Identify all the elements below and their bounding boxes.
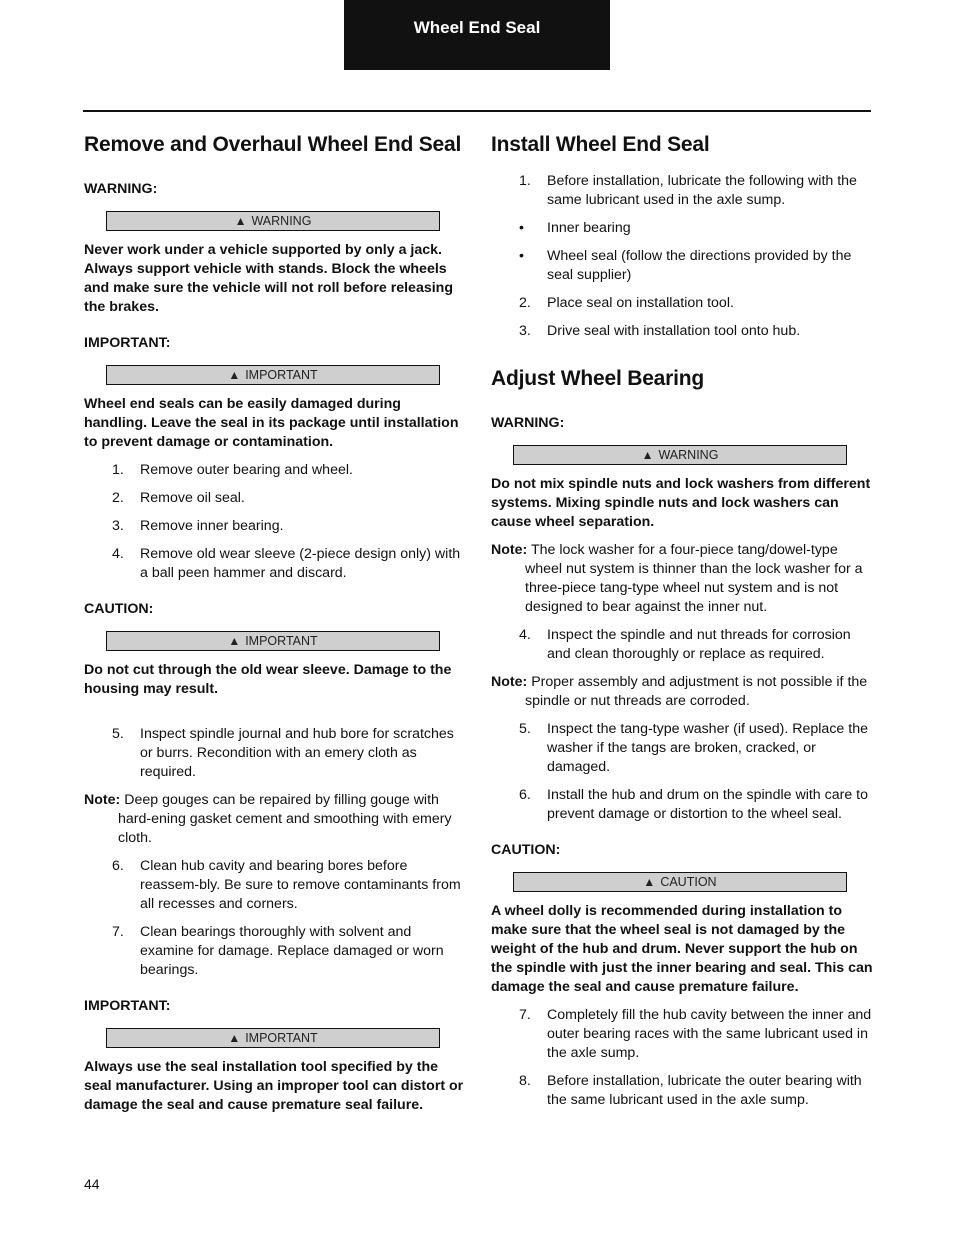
list-item	[491, 322, 873, 341]
adjust-heading: Adjust Wheel Bearing	[491, 367, 705, 390]
caution-box-text: IMPORTANT	[245, 634, 318, 648]
warning-triangle-icon: ▲	[228, 1031, 241, 1045]
warning-box	[513, 445, 847, 465]
step-text: Remove old wear sleeve (2-piece design only) with a ball peen hammer and discard.	[140, 546, 461, 581]
bullet: •	[519, 220, 524, 236]
page-number: 44	[84, 1176, 100, 1192]
step-number: 6.	[519, 787, 531, 803]
left-column	[84, 132, 466, 1124]
list-item	[491, 294, 873, 313]
step-number: 1.	[519, 173, 531, 189]
warning-text: Do not mix spindle nuts and lock washers from different systems. Mixing spindle nuts and lock washers can cause wheel separation.	[491, 476, 871, 530]
list-item	[491, 720, 873, 777]
warning-triangle-icon: ▲	[643, 875, 656, 889]
warning-label: WARNING:	[84, 181, 158, 197]
note	[491, 673, 873, 711]
step-number: 7.	[112, 924, 124, 940]
step-text: Wheel seal (follow the directions provided by the seal supplier)	[547, 248, 852, 283]
list-item	[491, 1006, 873, 1063]
note-text: Proper assembly and adjustment is not possible if the spindle or nut threads are corroded.	[525, 674, 868, 709]
warning-triangle-icon: ▲	[641, 448, 654, 462]
step-text: Remove oil seal.	[140, 490, 245, 506]
list-item	[84, 725, 466, 782]
step-text: Clean bearings thoroughly with solvent and examine for damage. Replace damaged or worn bearings.	[140, 924, 444, 978]
important-label: IMPORTANT:	[84, 335, 171, 351]
warning-triangle-icon: ▲	[228, 634, 241, 648]
step-text: Place seal on installation tool.	[547, 295, 734, 311]
note	[491, 541, 873, 617]
step-number: 7.	[519, 1007, 531, 1023]
note-label: Note:	[491, 542, 528, 558]
list-item	[491, 172, 873, 210]
important-text: Wheel end seals can be easily damaged during handling. Leave the seal in its package until installation to prevent damage or contamination.	[84, 396, 459, 450]
step-text: Remove outer bearing and wheel.	[140, 462, 353, 478]
important-box-text: IMPORTANT	[245, 368, 318, 382]
warning-label: WARNING:	[491, 415, 565, 431]
remove-overhaul-heading: Remove and Overhaul Wheel End Seal	[84, 133, 462, 156]
note-text: The lock washer for a four-piece tang/dowel-type wheel nut system is thinner than the lock washer for a three-piece tang-type wheel nut system and is not designed to bear against the inner nut.	[525, 542, 863, 615]
note-label: Note:	[491, 674, 528, 690]
list-item	[84, 545, 466, 583]
important2-box	[106, 1028, 440, 1048]
step-number: 4.	[112, 546, 124, 562]
warning-text: Never work under a vehicle supported by only a jack. Always support vehicle with stands. Block the wheels and make sure the vehicle will not roll before releasing the brakes.	[84, 242, 453, 315]
note	[84, 791, 466, 848]
list-item	[491, 786, 873, 824]
step-number: 5.	[519, 721, 531, 737]
step-text: Completely fill the hub cavity between the inner and outer bearing races with the same lubricant used in the axle sump.	[547, 1007, 872, 1061]
list-item	[491, 247, 873, 285]
caution-text: A wheel dolly is recommended during installation to make sure that the wheel seal is not damaged by the weight of the hub and drum. Never support the hub on the spindle with just the inner bearing and seal. This can damage the seal and cause premature failure.	[491, 903, 873, 995]
step-text: Inner bearing	[547, 220, 631, 236]
important2-text: Always use the seal installation tool specified by the seal manufacturer. Using an improper tool can distort or damage the seal and cause premature seal failure.	[84, 1059, 464, 1113]
warning-triangle-icon: ▲	[234, 214, 247, 228]
warning-box	[106, 211, 440, 231]
step-number: 1.	[112, 462, 124, 478]
step-text: Remove inner bearing.	[140, 518, 284, 534]
important-box	[106, 365, 440, 385]
step-text: Inspect spindle journal and hub bore for scratches or burrs. Recondition with an emery cloth as required.	[140, 726, 454, 780]
step-number: 4.	[519, 627, 531, 643]
caution-box-text: CAUTION	[660, 875, 717, 889]
list-item	[84, 461, 466, 480]
caution-box	[106, 631, 440, 651]
note-text: Deep gouges can be repaired by filling gouge with hard-ening gasket cement and smoothing with emery cloth.	[118, 792, 452, 846]
step-number: 3.	[519, 323, 531, 339]
step-text: Clean hub cavity and bearing bores before reassem-bly. Be sure to remove contaminants from all recesses and corners.	[140, 858, 461, 912]
caution-label: CAUTION:	[84, 601, 154, 617]
step-number: 8.	[519, 1073, 531, 1089]
list-item	[84, 857, 466, 914]
section-tab	[344, 0, 610, 70]
important2-box-text: IMPORTANT	[245, 1031, 318, 1045]
step-text: Before installation, lubricate the following with the same lubricant used in the axle sump.	[547, 173, 857, 208]
warning-triangle-icon: ▲	[228, 368, 241, 382]
warning-box-text: WARNING	[251, 214, 312, 228]
list-item	[491, 626, 873, 664]
step-number: 2.	[519, 295, 531, 311]
caution-box	[513, 872, 847, 892]
install-heading: Install Wheel End Seal	[491, 133, 710, 156]
section-tab-title: Wheel End Seal	[413, 18, 541, 37]
step-text: Drive seal with installation tool onto hub.	[547, 323, 801, 339]
step-text: Inspect the spindle and nut threads for corrosion and clean thoroughly or replace as required.	[547, 627, 851, 662]
list-item	[84, 517, 466, 536]
important2-label: IMPORTANT:	[84, 998, 171, 1014]
list-item	[491, 219, 873, 238]
step-number: 5.	[112, 726, 124, 742]
note-label: Note:	[84, 792, 121, 808]
step-number: 2.	[112, 490, 124, 506]
step-text: Inspect the tang-type washer (if used). Replace the washer if the tangs are broken, cracked, or damaged.	[547, 721, 868, 775]
step-text: Before installation, lubricate the outer bearing with the same lubricant used in the axle sump.	[547, 1073, 862, 1108]
step-number: 3.	[112, 518, 124, 534]
step-number: 6.	[112, 858, 124, 874]
list-item	[84, 923, 466, 980]
header-rule	[83, 110, 871, 112]
list-item	[491, 1072, 873, 1110]
warning-box-text: WARNING	[658, 448, 719, 462]
step-text: Install the hub and drum on the spindle with care to prevent damage or distortion to the wheel seal.	[547, 787, 868, 822]
caution-label: CAUTION:	[491, 842, 561, 858]
right-column	[491, 132, 873, 1119]
bullet: •	[519, 248, 524, 264]
list-item	[84, 489, 466, 508]
caution-text: Do not cut through the old wear sleeve. Damage to the housing may result.	[84, 662, 452, 697]
